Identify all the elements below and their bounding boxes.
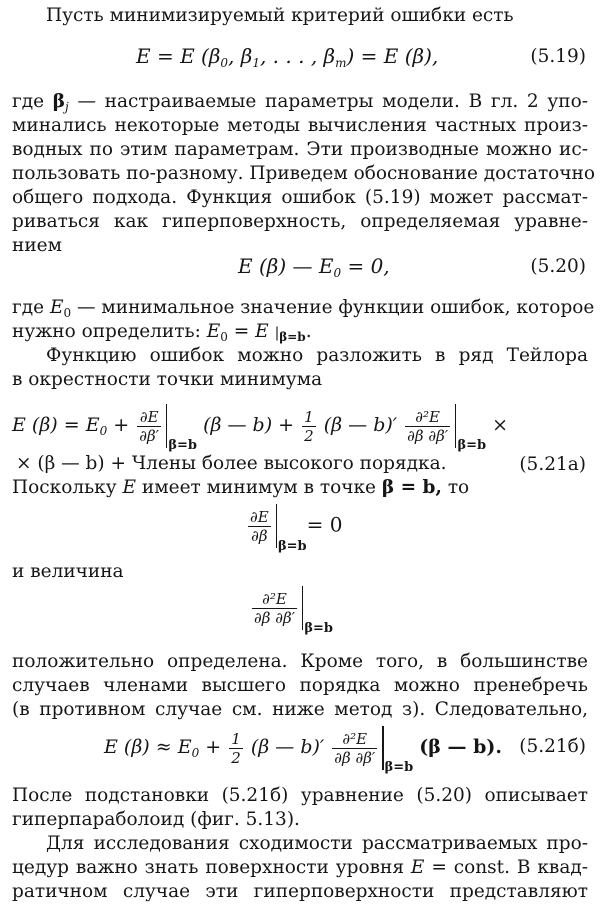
half-fraction: $\frac{1}{2}$ <box>304 407 314 445</box>
equation-expression: E $(\beta) = E_0$ + $\frac{\partial E}{\partial\beta'}$ β=b (β — b) + $\frac{1}{2}$ (β — b)′ $\frac{\text{∂²E}}{\partial\beta \partial\beta'}$ β=b × <box>12 404 508 453</box>
text-line: Функцию ошибок можно разложить в ряд Тейлора <box>46 345 588 366</box>
equation-hessian <box>0 584 600 644</box>
equation-5-19 <box>0 36 600 86</box>
text-line: ратичном случае эти гиперповерхности представляют <box>12 881 588 902</box>
text-line: водных по этим параметрам. Эти производные можно ис- <box>12 139 588 160</box>
text-line: где $\beta_j$ — настраиваемые параметры модели. В гл. 2 упо- <box>12 91 588 114</box>
text-line: и величина <box>12 561 124 582</box>
text-line: нужно определить: $E_0 = E$ $|_{\beta=b}$. <box>12 321 312 344</box>
text-line: случаев членами высшего порядка можно пренебречь <box>12 675 588 696</box>
equation-5-20 <box>0 246 600 296</box>
text-line: в окрестности точки минимума <box>12 369 323 390</box>
equation-expression: E $(\beta) \approx E_0$ + $\frac{1}{2}$ (β — b)′ $\frac{\text{∂²E}}{\partial\beta \partial\beta'}$ β=b (β — b). <box>104 726 502 775</box>
equation-gradient <box>0 500 600 560</box>
text-line: где $E_0$ — минимальное значение функции ошибок, которое <box>12 297 595 320</box>
text-line: нием <box>12 235 62 256</box>
equation-number: (5.21a) <box>519 454 586 475</box>
hessian-fraction: $\frac{\text{∂²E}}{\partial\beta \partial\beta'}$ <box>407 407 449 445</box>
text-line: цедур важно знать поверхности уровня E = const. В квад- <box>12 857 588 878</box>
text-line: гиперпараболоид (фиг. 5.13). <box>12 809 300 830</box>
equation-expression: $\frac{\text{∂²E}}{\partial\beta \partial\beta'}$ β=b <box>250 586 333 636</box>
text-line: После подстановки (5.21б) уравнение (5.20) описывает <box>12 785 588 806</box>
text-line: общего подхода. Функция ошибок (5.19) может рассмат- <box>12 187 588 208</box>
equation-number: (5.21б) <box>519 736 586 757</box>
text-line: Пусть минимизируемый критерий ошибки есть <box>46 5 514 26</box>
equation-number: (5.19) <box>530 46 586 67</box>
text-line: минались некоторые методы вычисления частных произ- <box>12 115 588 136</box>
text-line: риваться как гиперповерхность, определяемая уравне- <box>12 211 588 232</box>
equation-number: (5.20) <box>530 256 586 277</box>
text-line: Для исследования сходимости рассматриваемых про- <box>46 833 588 854</box>
text-line: Поскольку E имеет минимум в точке β = b, то <box>12 477 470 498</box>
equation-expression: E (β) — $E_0 = 0$, <box>238 254 390 280</box>
text-line: положительно определена. Кроме того, в большинстве <box>12 651 588 672</box>
text-line: (в противном случае см. ниже метод з). Следовательно, <box>12 699 588 720</box>
equation-5-21b <box>0 722 600 778</box>
text-line: пользовать по-разному. Приведем обоснование достаточно <box>12 163 596 184</box>
derivative-fraction: $\frac{\partial E}{\partial\beta'}$ <box>139 407 160 445</box>
equation-expression: $\frac{\partial E}{\partial\beta}$ β=b= 0 <box>246 504 342 554</box>
text-line: × (β — b) + Члены более высокого порядка. <box>16 453 447 474</box>
equation-expression: E = E ($\beta_0$, $\beta_1$, . . . , $\beta_m) = E$ (β), <box>136 44 439 70</box>
